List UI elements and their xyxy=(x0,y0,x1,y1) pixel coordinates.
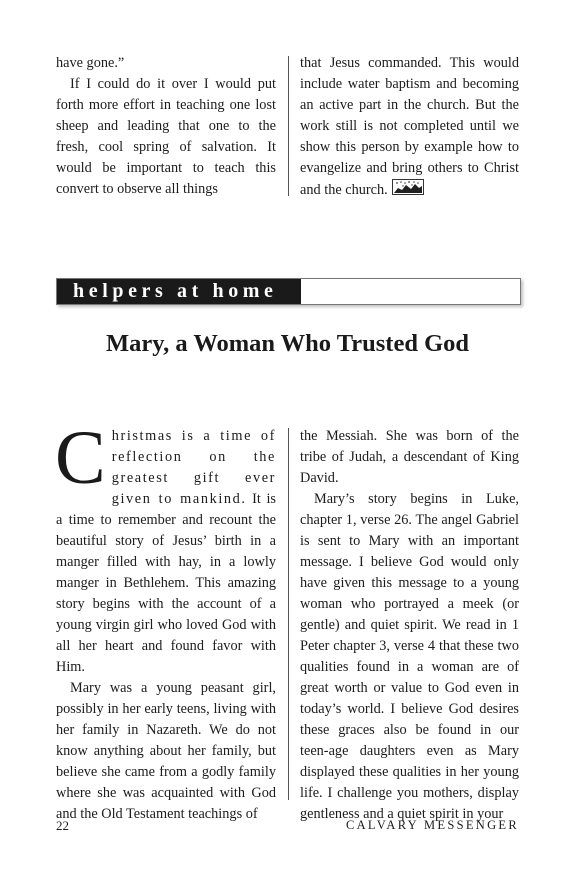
article-paragraph: Mary was a young peasant girl, possibly in her early teens, living with her family in Nazareth. We do not know anything about her family, but believe she came from a godly family where she was acquainted with God and the Old Testament teachings of xyxy=(56,680,276,822)
top-right-paragraph xyxy=(300,53,519,202)
top-right-paragraph-text: that Jesus commanded. This would include water baptism and becoming an active part in the church. But the work still is not completed until we show this person by example how to evangelize and bring others to Christ and the church. xyxy=(300,55,519,198)
drop-cap: C xyxy=(55,416,106,500)
end-of-article-icon xyxy=(392,179,424,202)
article-headline: Mary, a Woman Who Trusted God xyxy=(105,330,470,357)
continued-quote-end: have gone.” xyxy=(56,55,125,71)
publication-name: CALVARY MESSENGER xyxy=(345,818,519,832)
page-number: 22 xyxy=(56,818,69,833)
article-opening-paragraph xyxy=(55,416,276,678)
top-right-column xyxy=(300,53,519,202)
top-left-column xyxy=(56,53,276,200)
opening-rest-text: It is a time to remember and recount the beautiful story of Jesus’ birth in a manger filled with hay, in a lowly manger in Bethlehem. This amazing story begins with the account of a young virgin girl who loved God with all her heart and found favor with Him. xyxy=(56,491,276,675)
top-left-paragraph: If I could do it over I would put forth more effort in teaching one lost sheep and leading that one to the fresh, cool spring of salvation. It would be important to teach this convert to observe all things xyxy=(56,76,276,197)
opening-lead-text: hristmas is a time of reflection on the greatest gift ever given to mankind. xyxy=(111,428,276,507)
column-divider-top xyxy=(288,56,289,196)
section-banner-label-block xyxy=(57,279,301,304)
column-divider-bottom xyxy=(288,428,289,800)
article-paragraph: the Messiah. She was born of the tribe of Judah, a descendant of King David. xyxy=(300,428,519,486)
article-left-column xyxy=(55,416,276,825)
article-right-column xyxy=(300,426,519,825)
article-paragraph: Mary’s story begins in Luke, chapter 1, verse 26. The angel Gabriel is sent to Mary with an important message. I believe God would only have given this message to a young woman who portrayed a meek (or gentle) and quiet spirit. We read in 1 Peter chapter 3, verse 4 that these two qualities found in a woman are of great worth or value to God even in today’s world. I believe God desires these graces also be found in our teen-age daughters even as Mary displayed these qualities in her young life. I challenge you mothers, display gentleness and a quiet spirit in your xyxy=(300,491,519,822)
section-banner xyxy=(56,278,521,305)
section-banner-label: helpers at home xyxy=(73,280,278,302)
